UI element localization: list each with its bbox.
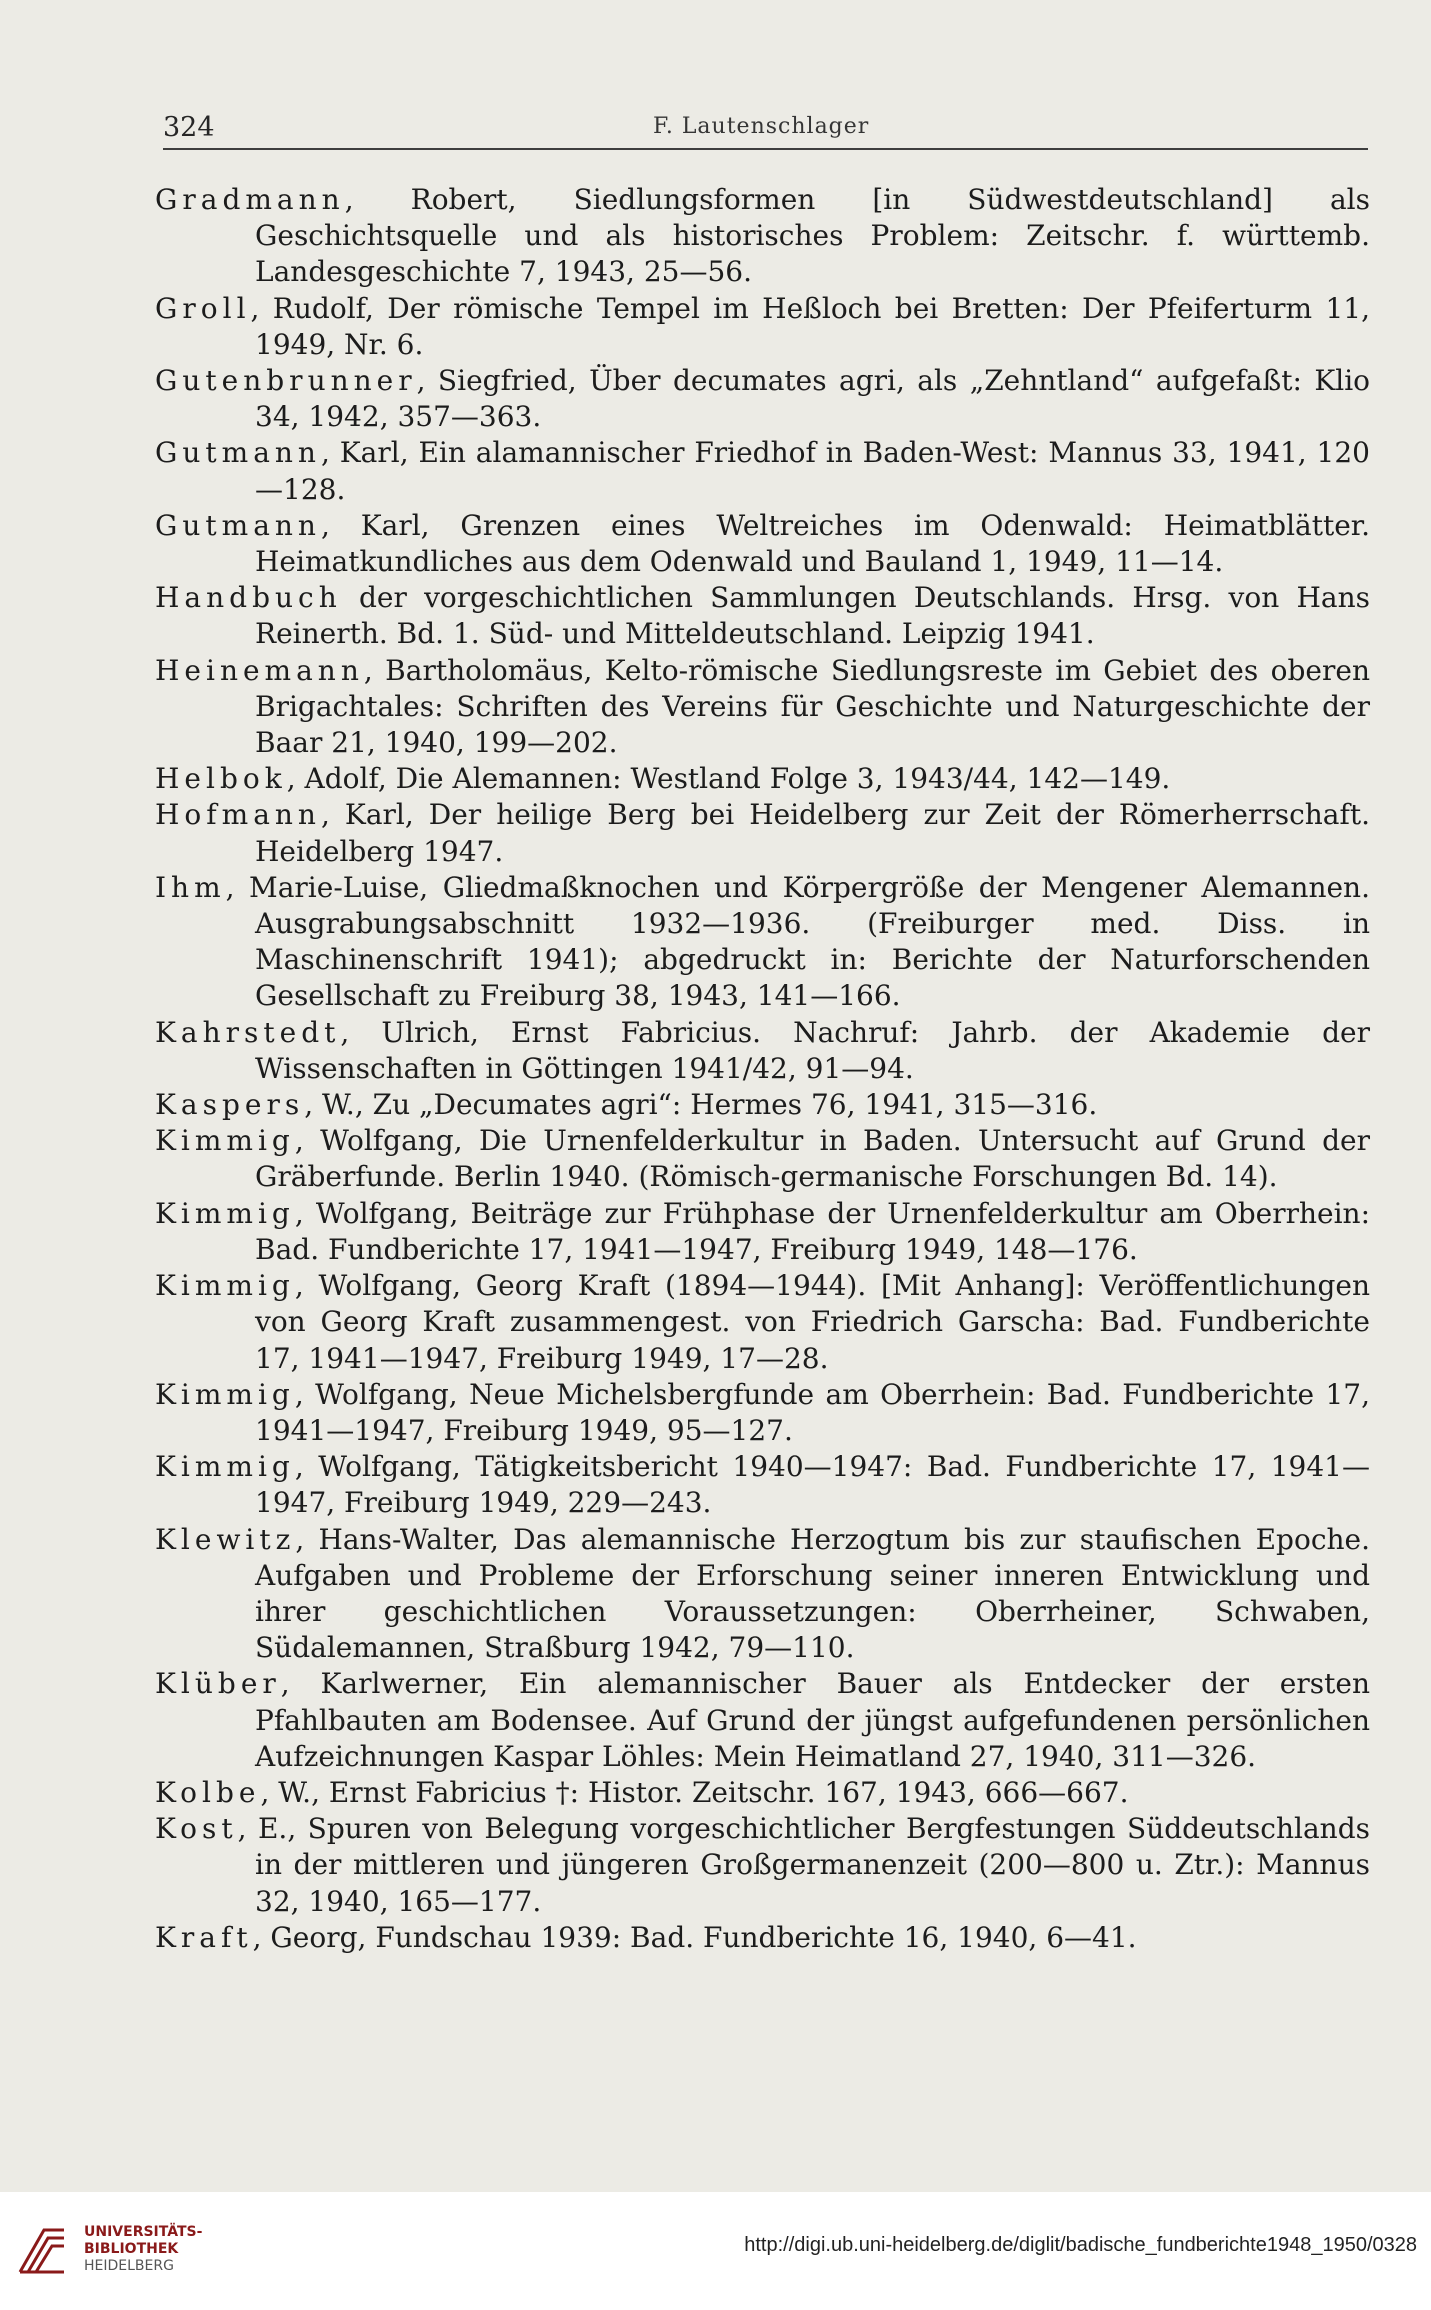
bibliography-entry: [155, 1920, 1370, 1956]
entry-citation: , Rudolf, Der römische Tempel im Heßloch bei Bretten: Der Pfeiferturm 11, 1949, Nr. 6.: [250, 291, 1370, 361]
bibliography-entry: [155, 1811, 1370, 1920]
entry-citation: , Bartholomäus, Kelto-römische Siedlungsreste im Gebiet des oberen Brigachtales: Schriften des Vereins für Geschichte und Naturgeschichte der Baar 21, 1940, 199—202.: [255, 653, 1370, 760]
entry-author: Handbuch: [155, 581, 342, 615]
entry-author: Kost: [155, 1812, 238, 1846]
bibliography-entry: [155, 797, 1370, 869]
entry-author: Kahrstedt: [155, 1015, 341, 1049]
entry-citation: , Wolfgang, Georg Kraft (1894—1944). [Mit Anhang]: Veröffentlichungen von Georg Kraft zusammengest. von Friedrich Garscha: Bad. Fundberichte 17, 1941—1947, Freiburg 1949, 17—28.: [255, 1269, 1370, 1375]
entry-author: Ihm: [155, 870, 226, 904]
entry-citation: , W., Zu „Decumates agri“: Hermes 76, 1941, 315—316.: [304, 1088, 1098, 1122]
entry-citation: , Wolfgang, Beiträge zur Frühphase der Urnenfelderkultur am Oberrhein: Bad. Fundberichte 17, 1941—1947, Freiburg 1949, 148—176.: [255, 1196, 1370, 1266]
entry-citation: , Wolfgang, Neue Michelsbergfunde am Oberrhein: Bad. Fundberichte 17, 1941—1947, Freiburg 1949, 95—127.: [255, 1377, 1370, 1447]
entry-author: Kimmig: [155, 1377, 295, 1411]
entry-citation: , Karl, Grenzen eines Weltreiches im Odenwald: Heimatblätter. Heimatkundliches aus dem Odenwald und Bauland 1, 1949, 11—14.: [255, 508, 1370, 579]
bibliography-entry: [155, 580, 1370, 652]
entry-author: Gutmann: [155, 436, 321, 470]
library-name-line: BIBLIOTHEK: [84, 2241, 179, 2257]
library-name-line: UNIVERSITÄTS-: [84, 2224, 203, 2240]
entry-citation: , E., Spuren von Belegung vorgeschichtlicher Bergfestungen Süddeutschlands in der mittleren und jüngeren Großgermanenzeit (200—800 u. Ztr.): Mannus 32, 1940, 165—177.: [237, 1812, 1370, 1918]
entry-author: Kimmig: [155, 1450, 295, 1484]
entry-citation: , Wolfgang, Tätigkeitsbericht 1940—1947: Bad. Fundberichte 17, 1941—1947, Freiburg 1949, 229—243.: [255, 1450, 1370, 1520]
page-number: 324: [163, 112, 215, 143]
bibliography-entry: [155, 1666, 1370, 1775]
entry-citation: , Wolfgang, Die Urnenfelderkultur in Baden. Untersucht auf Grund der Gräberfunde. Berlin 1940. (Römisch-germanische Forschungen Bd. 14).: [255, 1124, 1370, 1194]
entry-author: Gutenbrunner: [155, 364, 417, 398]
bibliography-entry: [155, 1123, 1370, 1195]
entry-citation: , Marie-Luise, Gliedmaßknochen und Körpergröße der Mengener Alemannen. Ausgrabungsabschnitt 1932—1936. (Freiburger med. Diss. in Maschinenschrift 1941); abgedruckt in: Berichte der Naturforschenden Gesellschaft zu Freiburg 38, 1943, 141—166.: [225, 870, 1370, 1013]
entry-author: Kolbe: [155, 1775, 261, 1809]
library-name: [84, 2224, 202, 2275]
digitization-footer: [0, 2192, 1431, 2310]
entry-author: Kimmig: [155, 1124, 295, 1158]
bibliography-entry: [155, 508, 1370, 580]
entry-citation: , Siegfried, Über decumates agri, als „Zehntland“ aufgefaßt: Klio 34, 1942, 357—363.: [255, 364, 1370, 434]
entry-author: Kraft: [155, 1920, 253, 1954]
bibliography-entry: [155, 1268, 1370, 1377]
entry-author: Hofmann: [155, 798, 321, 832]
entry-citation: , Karlwerner, Ein alemannischer Bauer als Entdecker der ersten Pfahlbauten am Bodensee. Auf Grund der jüngst aufgefundenen persönlichen Aufzeichnungen Kaspar Löhles: Mein Heimatland 27, 1940, 311—326.: [255, 1667, 1370, 1773]
bibliography-entry: [155, 182, 1370, 291]
entry-citation: , Georg, Fundschau 1939: Bad. Fundberichte 16, 1940, 6—41.: [252, 1920, 1137, 1954]
library-name-line: HEIDELBERG: [84, 2258, 174, 2274]
entry-author: Gutmann: [155, 508, 321, 542]
entry-citation: der vorgeschichtlichen Sammlungen Deutschlands. Hrsg. von Hans Reinerth. Bd. 1. Süd- und Mitteldeutschland. Leipzig 1941.: [255, 581, 1370, 651]
bibliography-entry: [155, 653, 1370, 762]
page-header: [163, 104, 1368, 150]
bibliography-entry: [155, 435, 1370, 507]
ub-heidelberg-logo-icon: [14, 2222, 70, 2278]
entry-citation: , Adolf, Die Alemannen: Westland Folge 3, 1943/44, 142—149.: [286, 762, 1171, 796]
entry-author: Kimmig: [155, 1269, 295, 1303]
entry-author: Heinemann: [155, 653, 364, 687]
entry-author: Kaspers: [155, 1088, 305, 1122]
source-url-link[interactable]: http://digi.ub.uni-heidelberg.de/diglit/badische_fundberichte1948_1950/0328: [744, 2234, 1417, 2256]
entry-author: Klewitz: [155, 1522, 296, 1556]
bibliography-entry: [155, 1196, 1370, 1268]
entry-citation: , Ulrich, Ernst Fabricius. Nachruf: Jahrb. der Akademie der Wissenschaften in Göttingen 1941/42, 91—94.: [255, 1015, 1370, 1085]
entry-citation: , Hans-Walter, Das alemannische Herzogtum bis zur staufischen Epoche. Aufgaben und Probleme der Erforschung seiner inneren Entwicklung und ihrer geschichtlichen Voraussetzungen: Oberrheiner, Schwaben, Südalemannen, Straßburg 1942, 79—110.: [255, 1522, 1370, 1665]
bibliography-entry: [155, 1449, 1370, 1521]
entry-author: Helbok: [155, 762, 287, 796]
entry-citation: , W., Ernst Fabricius †: Histor. Zeitschr. 167, 1943, 666—667.: [260, 1775, 1129, 1809]
entry-author: Kimmig: [155, 1196, 295, 1230]
entry-author: Groll: [155, 291, 251, 325]
bibliography-entry: [155, 1015, 1370, 1087]
bibliography-entry: [155, 761, 1370, 797]
running-head: F. Lautenschlager: [653, 114, 870, 139]
bibliography-entry: [155, 291, 1370, 363]
entry-citation: , Karl, Ein alamannischer Friedhof in Baden-West: Mannus 33, 1941, 120—128.: [255, 436, 1370, 506]
entry-author: Gradmann: [155, 183, 345, 216]
bibliography-entry: [155, 870, 1370, 1015]
entry-author: Klüber: [155, 1667, 281, 1701]
bibliography-entry: [155, 1087, 1370, 1123]
entry-citation: , Robert, Siedlungsformen [in Südwestdeutschland] als Geschichtsquelle und als historisches Problem: Zeitschr. f. württemb. Landesgeschichte 7, 1943, 25—56.: [255, 183, 1370, 289]
bibliography-entry: [155, 1775, 1370, 1811]
bibliography-entry: [155, 363, 1370, 435]
bibliography-entry: [155, 1522, 1370, 1667]
bibliography-entry: [155, 1377, 1370, 1449]
entry-citation: , Karl, Der heilige Berg bei Heidelberg zur Zeit der Römerherrschaft. Heidelberg 1947.: [255, 798, 1370, 868]
bibliography-list: [155, 182, 1370, 1956]
